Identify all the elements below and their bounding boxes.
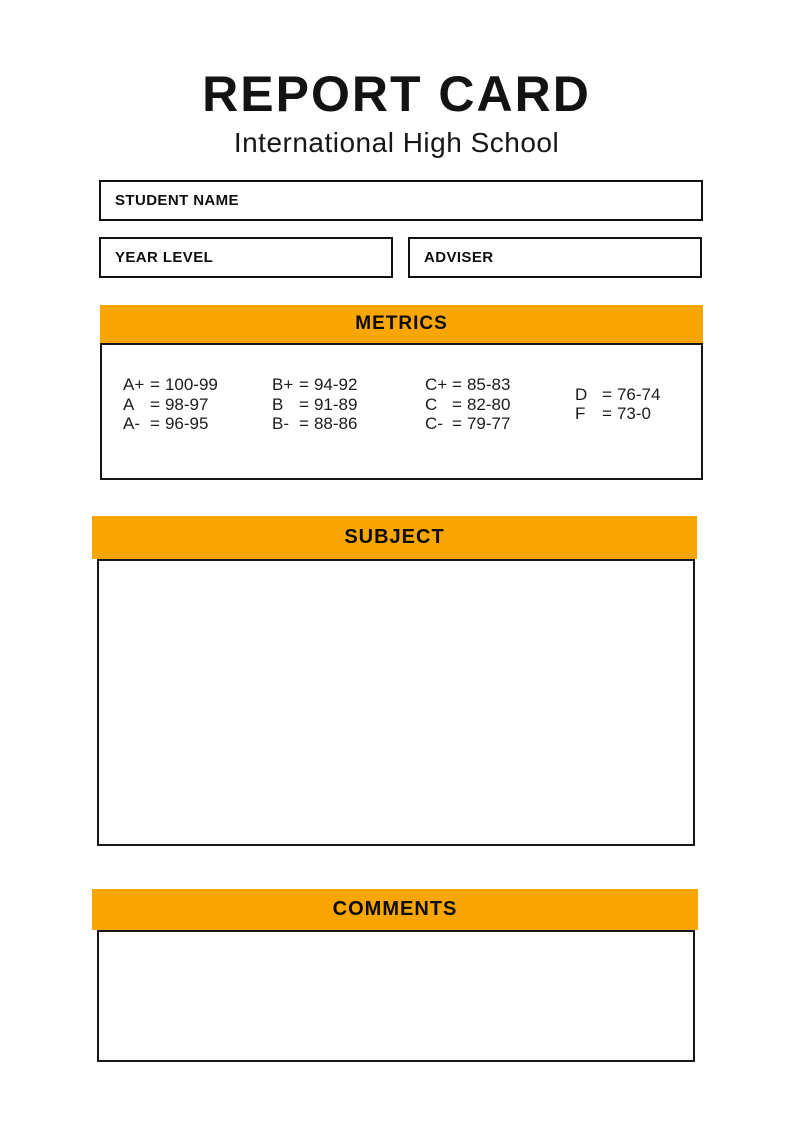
page-title: REPORT CARD bbox=[202, 66, 591, 122]
subject-entry-area[interactable] bbox=[97, 559, 695, 846]
grade-scale-row: C+ = 85-83 bbox=[425, 375, 511, 394]
grade-scale-row: C- = 79-77 bbox=[425, 414, 511, 433]
student-name-label: STUDENT NAME bbox=[115, 192, 239, 209]
metrics-column-c bbox=[425, 375, 575, 434]
metrics-column-df bbox=[575, 375, 683, 434]
metrics-grade-scale bbox=[123, 375, 683, 434]
year-level-label: YEAR LEVEL bbox=[115, 249, 214, 266]
year-level-field[interactable] bbox=[99, 237, 393, 278]
adviser-field[interactable] bbox=[408, 237, 702, 278]
grade-scale-row: B+ = 94-92 bbox=[272, 375, 358, 394]
adviser-label: ADVISER bbox=[424, 249, 494, 266]
student-name-field[interactable] bbox=[99, 180, 703, 221]
subject-section-header: SUBJECT bbox=[92, 516, 697, 559]
metrics-column-b bbox=[272, 375, 425, 434]
comments-entry-area[interactable] bbox=[97, 930, 695, 1062]
grade-scale-row: C = 82-80 bbox=[425, 394, 511, 414]
grade-scale-row: B- = 88-86 bbox=[272, 414, 358, 433]
grade-scale-row: F = 73-0 bbox=[575, 404, 651, 424]
grade-scale-row: A- = 96-95 bbox=[123, 414, 209, 433]
grade-scale-row: A = 98-97 bbox=[123, 394, 209, 414]
grade-scale-row: B = 91-89 bbox=[272, 394, 358, 414]
comments-section-header: COMMENTS bbox=[92, 889, 698, 930]
metrics-column-a bbox=[123, 375, 272, 434]
grade-scale-row: A+ = 100-99 bbox=[123, 375, 218, 394]
page-subtitle: International High School bbox=[233, 127, 560, 158]
grade-scale-row: D = 76-74 bbox=[575, 384, 661, 404]
metrics-section-header: METRICS bbox=[100, 305, 703, 343]
